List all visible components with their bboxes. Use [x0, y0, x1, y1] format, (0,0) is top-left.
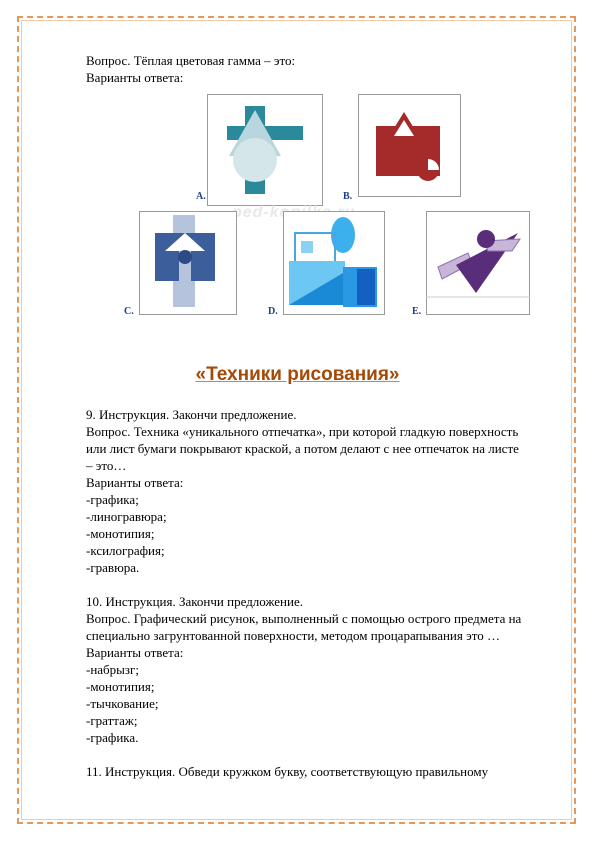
figure-b-image: [358, 94, 461, 197]
q10-line-1: Вопрос. Графический рисунок, выполненный с помощью острого предмета на: [86, 611, 522, 626]
figure-d-letter: D.: [268, 306, 278, 317]
q9-option: -монотипия;: [86, 526, 155, 541]
q9-instruction: 9. Инструкция. Закончи предложение.: [86, 407, 297, 422]
q10-option: -граттаж;: [86, 713, 138, 728]
q10-option: -монотипия;: [86, 679, 155, 694]
question-text: Вопрос. Тёплая цветовая гамма – это:: [86, 53, 296, 68]
q10-option: -набрызг;: [86, 662, 139, 677]
figure-a-letter: A.: [196, 191, 206, 202]
figure-c-image: [139, 211, 237, 315]
figure-d-image: [283, 211, 385, 315]
figure-c-letter: C.: [124, 306, 134, 317]
q10-option: -тычкование;: [86, 696, 159, 711]
q10-answers-label: Варианты ответа:: [86, 645, 184, 660]
q9-option: -графика;: [86, 492, 139, 507]
q10-option: -графика.: [86, 730, 139, 745]
q10-instruction: 10. Инструкция. Закончи предложение.: [86, 594, 303, 609]
q9-line-1: Вопрос. Техника «уникального отпечатка», при которой гладкую поверхность: [86, 424, 519, 439]
section-title: «Техники рисования»: [195, 364, 400, 385]
figure-b-letter: B.: [343, 191, 353, 202]
answers-label: Варианты ответа:: [86, 70, 184, 85]
q11-instruction: 11. Инструкция. Обведи кружком букву, соответствующую правильному: [86, 764, 489, 779]
figure-e-letter: E.: [412, 306, 422, 317]
q9-line-3: – это…: [86, 458, 127, 473]
q9-line-2: или лист бумаги покрывают краской, а потом делают с нее отпечаток на листе: [86, 441, 519, 456]
figure-a-image: [207, 94, 323, 206]
figure-e-image: [426, 211, 530, 315]
q9-option: -линогравюра;: [86, 509, 167, 524]
q9-answers-label: Варианты ответа:: [86, 475, 184, 490]
q9-option: -гравюра.: [86, 560, 140, 575]
q10-line-2: специально загрунтованной поверхности, методом процарапывания это …: [86, 628, 500, 643]
q9-option: -ксилография;: [86, 543, 165, 558]
